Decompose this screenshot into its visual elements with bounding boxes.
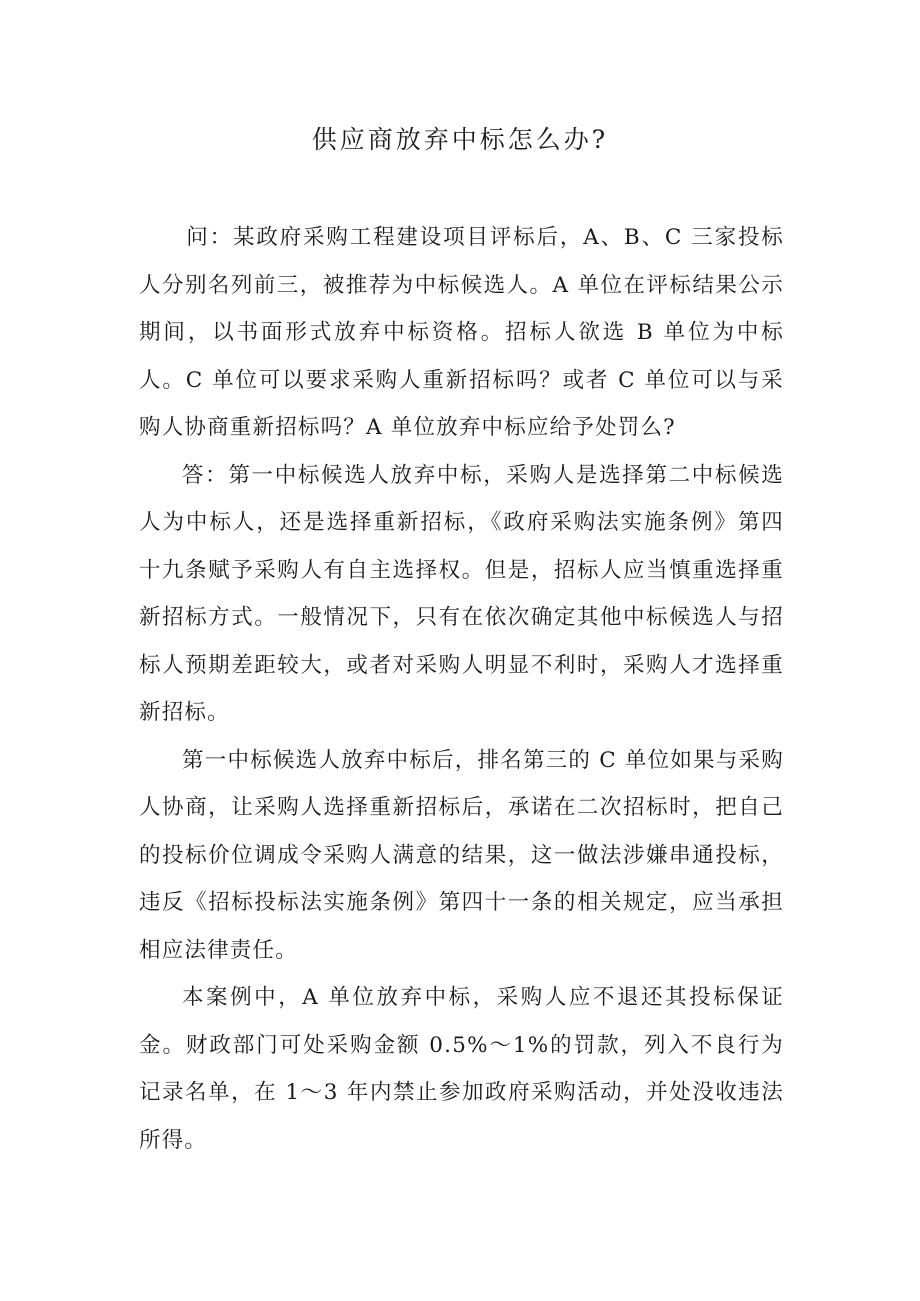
document-title: 供应商放弃中标怎么办? [311,125,609,154]
answer-paragraph: 答：第一中标候选人放弃中标，采购人是选择第二中标候选人为中标人，还是选择重新招标，《政府采购法实施条例》第四十九条赋予采购人有自主选择权。但是，招标人应当慎重选择重新招标方式。一般情况下，只有在依次确定其他中标候选人与招标人预期差距较大，或者对采购人明显不利时，采购人才选择重新招标。 [139,462,784,725]
collusion-paragraph: 第一中标候选人放弃中标后，排名第三的 C 单位如果与采购人协商，让采购人选择重新招标后，承诺在二次招标时，把自己的投标价位调成令采购人满意的结果，这一做法涉嫌串通投标，违反《招标投标法实施条例》第四十一条的相关规定，应当承担相应法律责任。 [139,747,784,963]
question-paragraph: 问：某政府采购工程建设项目评标后，A、B、C 三家投标人分别名列前三，被推荐为中标候选人。A 单位在评标结果公示期间，以书面形式放弃中标资格。招标人欲选 B 单位为中标人。C 单位可以要求采购人重新招标吗？或者 C 单位可以与采购人协商重新招标吗？A 单位放弃中标应给予处罚么? [139,225,784,440]
document-body [139,214,784,1164]
penalty-paragraph: 本案例中，A 单位放弃中标，采购人应不退还其投标保证金。财政部门可处采购金额 0.5%～1%的罚款，列入不良行为记录名单，在 1～3 年内禁止参加政府采购活动，并处没收违法所得。 [139,985,784,1153]
